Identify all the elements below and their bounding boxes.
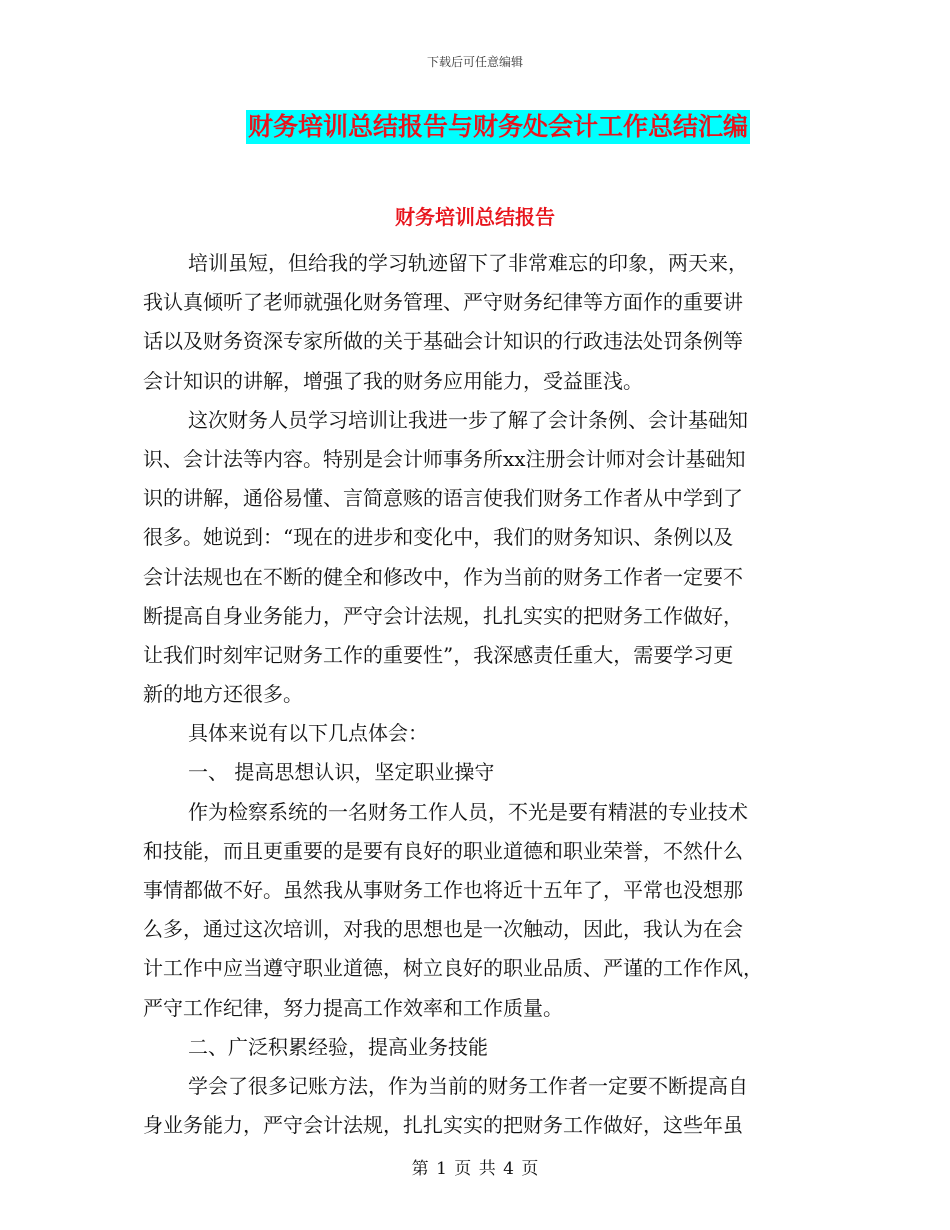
paragraph-line: 很多。她说到：“现在的进步和变化中，我们的财务知识、条例以及 [143,525,734,550]
paragraph-line: 事情都做不好。虽然我从事财务工作也将近十五年了，平常也没想那 [143,878,743,902]
paragraph-line: 么多，通过这次培训，对我的思想也是一次触动，因此，我认为在会 [143,917,743,942]
paragraph-line: 断提高自身业务能力，严守会计法规，扎扎实实的把财务工作做好， [143,603,743,628]
paragraph-line: 身业务能力，严守会计法规，扎扎实实的把财务工作做好，这些年虽 [143,1113,743,1138]
paragraph-line: 识的讲解，通俗易懂、言简意赅的语言使我们财务工作者从中学到了 [143,486,743,511]
section-heading: 二、广泛积累经验，提高业务技能 [188,1034,488,1059]
paragraph-line: 会计知识的讲解，增强了我的财务应用能力，受益匪浅。 [143,368,643,393]
section-heading: 一、 提高思想认识，坚定职业操守 [188,760,495,785]
paragraph-line: 计工作中应当遵守职业道德，树立良好的职业品质、严谨的工作作风， [143,956,763,981]
section-title: 财务培训总结报告 [395,205,555,229]
paragraph-line: 这次财务人员学习培训让我进一步了解了会计条例、会计基础知 [188,407,748,432]
paragraph-line: 让我们时刻牢记财务工作的重要性”，我深感责任重大，需要学习更 [143,642,734,667]
paragraph-line: 学会了很多记账方法，作为当前的财务工作者一定要不断提高自 [188,1073,748,1098]
header-note: 下载后可任意编辑 [426,55,523,69]
paragraph-line: 严守工作纪律，努力提高工作效率和工作质量。 [143,995,563,1020]
paragraph-line: 培训虽短，但给我的学习轨迹留下了非常难忘的印象，两天来， [188,251,748,275]
paragraph-line: 会计法规也在不断的健全和修改中，作为当前的财务工作者一定要不 [143,564,743,589]
paragraph-line: 具体来说有以下几点体会： [188,721,428,746]
body-text [143,244,799,1145]
paragraph-line: 新的地方还很多。 [143,682,303,707]
paragraph-line: 话以及财务资深专家所做的关于基础会计知识的行政违法处罚条例等 [143,329,743,354]
paragraph-line: 和技能，而且更重要的是要有良好的职业道德和职业荣誉，不然什么 [143,838,743,863]
page-footer: 第 1 页 共 4 页 [411,1159,539,1179]
main-title-container [0,110,950,144]
paragraph-line: 我认真倾听了老师就强化财务管理、严守财务纪律等方面作的重要讲 [143,290,743,315]
paragraph-line: 作为检察系统的一名财务工作人员，不光是要有精湛的专业技术 [188,799,748,824]
paragraph-line: 识、会计法等内容。特别是会计师事务所xx注册会计师对会计基础知 [143,446,746,471]
main-title: 财务培训总结报告与财务处会计工作总结汇编 [246,110,750,144]
